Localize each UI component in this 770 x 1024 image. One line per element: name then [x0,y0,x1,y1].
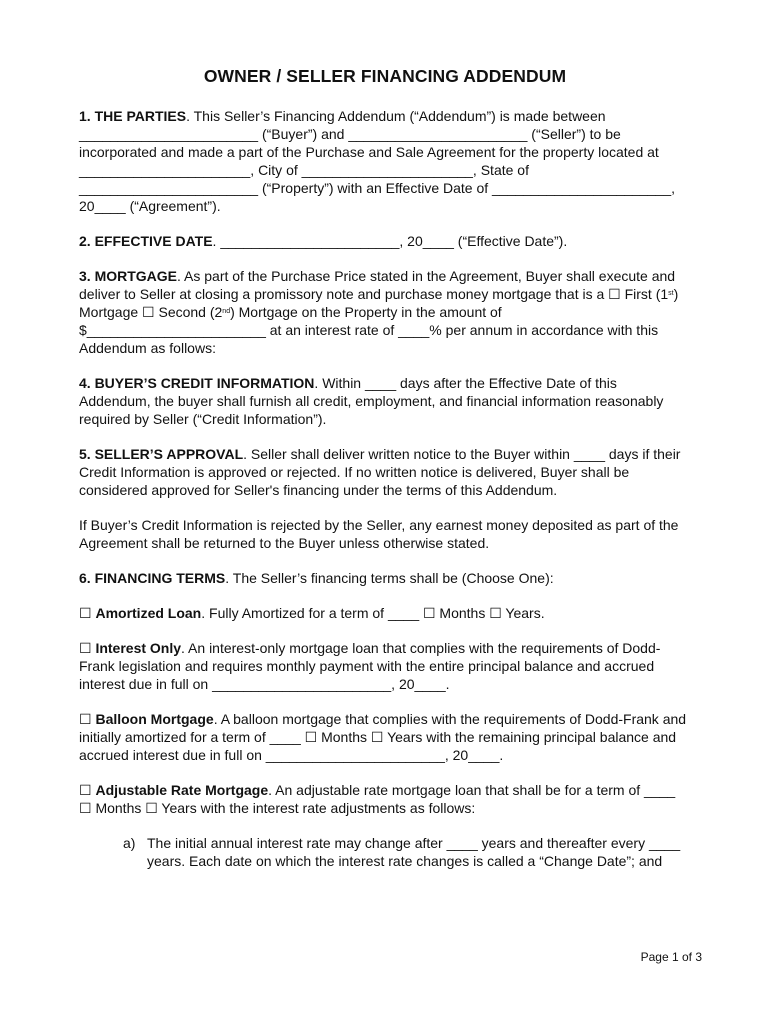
section-text: . _______________________, 20____ (“Effective Date”). [212,233,568,249]
option-text: . Fully Amortized for a term of ____ ☐ Months ☐ Years. [201,605,545,621]
checkbox-icon[interactable]: ☐ [79,605,96,621]
section-text: ) Mortgage on the Property in the amount of $_______________________ at an interest rate of ____% per annum in accordance with this Addendum as follows: [79,304,659,356]
checkbox-icon[interactable]: ☐ [79,640,96,656]
checkbox-icon[interactable]: ☐ [79,711,96,727]
page-number: Page 1 of 3 [640,950,702,964]
option-amortized-loan [79,604,691,622]
section-heading: 2. EFFECTIVE DATE [79,233,213,249]
option-heading: Adjustable Rate Mortgage [95,782,269,798]
list-item-text: The initial annual interest rate may change after ____ years and thereafter every ____ years. Each date on which the interest rate changes is called a “Change Date”; and [147,835,681,869]
section-heading: 4. BUYER’S CREDIT INFORMATION [79,375,315,391]
section-heading: 1. THE PARTIES [79,108,187,124]
option-text: . An adjustable rate mortgage loan that shall be for a term of ____ ☐ Months ☐ Years with the interest rate adjustments as follows: [79,782,676,816]
option-text: . An interest-only mortgage loan that complies with the requirements of Dodd-Frank legislation and requires monthly payment with the entire principal balance and accrued interest due in full on _______________________, 20____. [79,640,661,692]
section-heading: 6. FINANCING TERMS [79,570,226,586]
section-parties [79,107,691,215]
section-text: . Seller shall deliver written notice to the Buyer within ____ days if their Credit Information is approved or rejected. If no written notice is delivered, Buyer shall be considered approved for Seller's financing under the terms of this Addendum. [79,446,681,498]
option-text: . A balloon mortgage that complies with the requirements of Dodd-Frank and initially amortized for a term of ____ ☐ Months ☐ Years with the remaining principal balance and accrued interest due in full on _______________________, 20____. [79,711,687,763]
page-title: OWNER / SELLER FINANCING ADDENDUM [203,66,567,86]
section-text: . As part of the Purchase Price stated in the Agreement, Buyer shall execute and deliver to Seller at closing a promissory note and purchase money mortgage that is a ☐ First (1 [79,268,676,302]
option-heading: Balloon Mortgage [95,711,214,727]
list-marker: a) [123,835,136,851]
section-credit-information [79,374,691,428]
option-heading: Interest Only [95,640,182,656]
section-text: . The Seller’s financing terms shall be (Choose One): [225,570,554,586]
section-heading: 5. SELLER’S APPROVAL [79,446,244,462]
document-body [79,107,691,887]
section-text: . Within ____ days after the Effective Date of this Addendum, the buyer shall furnish all credit, employment, and financial information reasonably required by Seller (“Credit Information”). [79,375,664,427]
paragraph-credit-rejected: If Buyer’s Credit Information is rejected by the Seller, any earnest money deposited as part of the Agreement shall be returned to the Buyer unless otherwise stated. [79,517,679,551]
option-balloon-mortgage [79,710,691,764]
superscript: nd [222,308,231,315]
section-mortgage [79,267,691,357]
section-sellers-approval [79,445,691,499]
section-heading: 3. MORTGAGE [79,268,178,284]
option-heading: Amortized Loan [95,605,202,621]
section-financing-terms [79,569,691,587]
list-item-a [79,834,691,870]
option-adjustable-rate [79,781,691,817]
section-text: . This Seller’s Financing Addendum (“Addendum”) is made between _______________________ (“Buyer”) and _______________________ (“Seller”) to be incorporated and made a part of the Purchase and Sale Agreement for the property located at ______________________, City of ______________________, State of _______________________ (“Property”) with an Effective Date of _______________________, 20____ (“Agreement”). [79,108,675,214]
checkbox-icon[interactable]: ☐ [79,782,96,798]
section-text: ) Mortgage ☐ Second (2 [79,286,679,320]
superscript: st [668,290,674,297]
option-interest-only [79,639,691,693]
section-effective-date [79,232,691,250]
